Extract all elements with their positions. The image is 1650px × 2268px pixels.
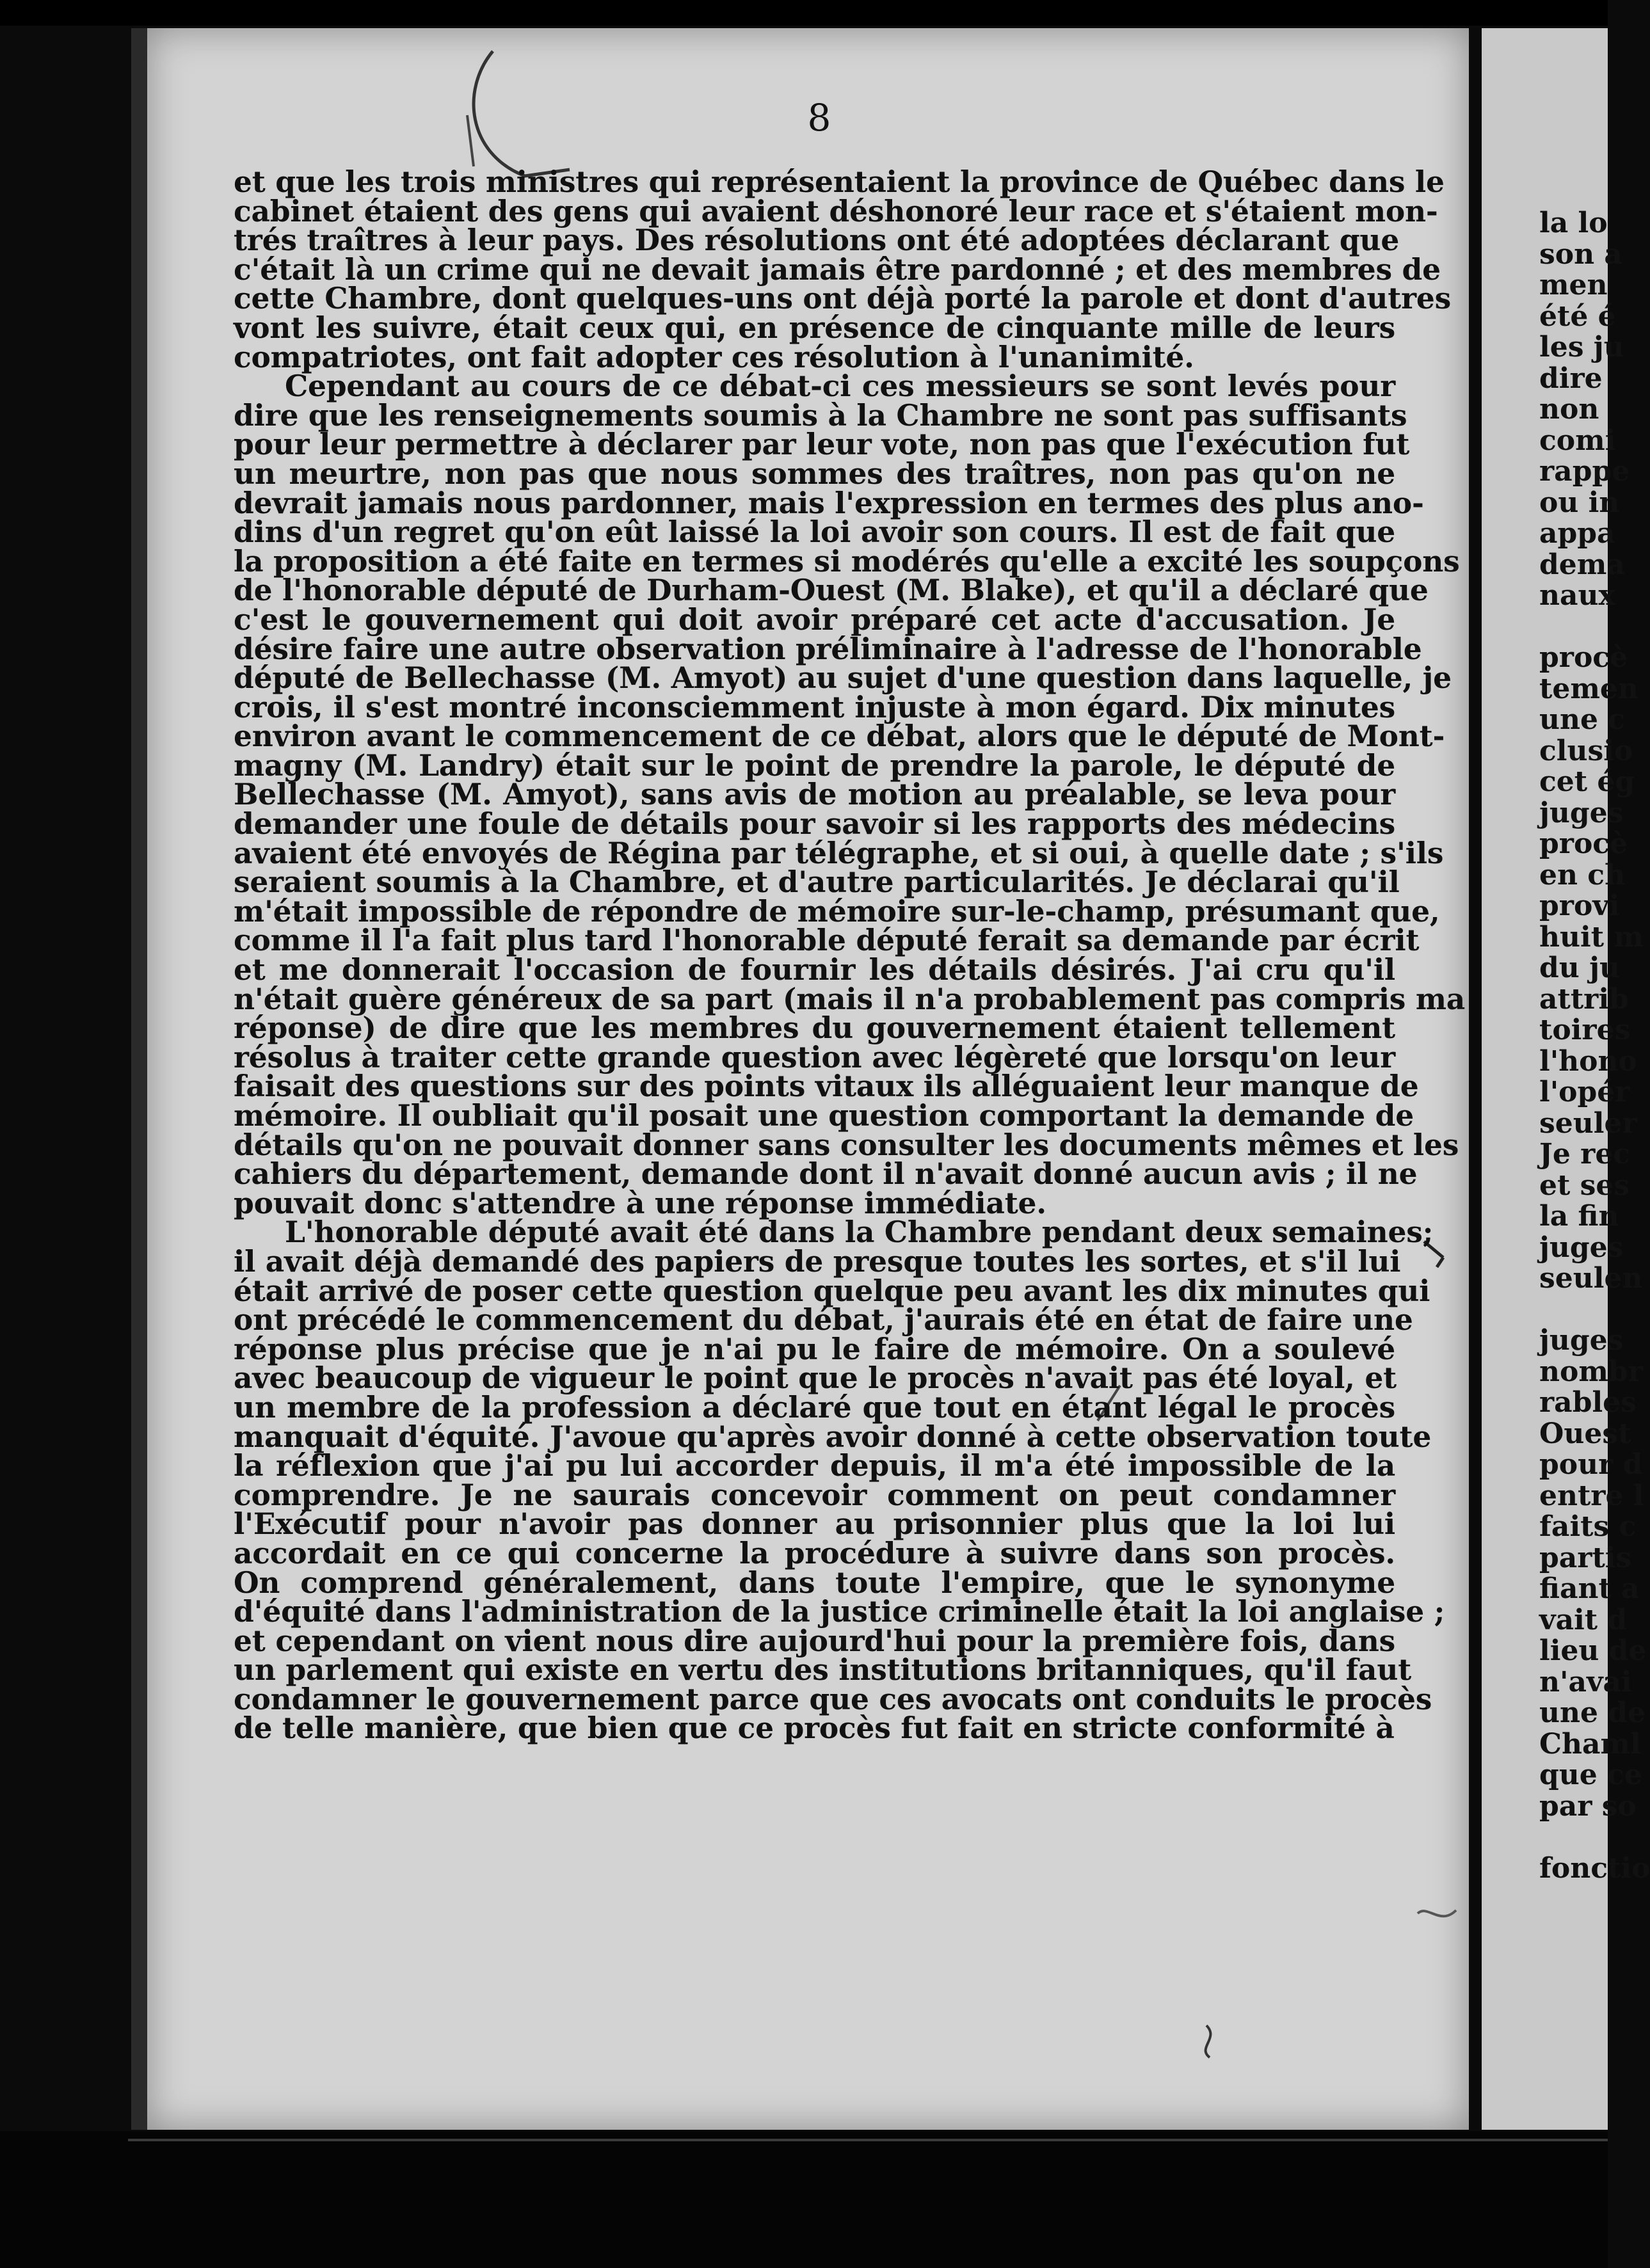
facing-text-fragment: la lo [1539,207,1608,239]
facing-page-text [1539,207,1650,1885]
text-line: Bellechasse (M. Amyot), sans avis de motion au préalable, se leva pour [234,777,1395,812]
facing-text-fragment: Je rec [1539,1138,1631,1170]
text-line: il avait déjà demandé des papiers de presque toutes les sortes, et s'il lui [234,1243,1401,1279]
facing-text-fragment: n'avai [1539,1665,1632,1698]
facing-text-fragment: que ce [1539,1759,1642,1791]
text-line: compatriotes, ont fait adopter ces résolution à l'unanimité. [234,339,1194,374]
facing-text-fragment: seuler [1539,1106,1637,1140]
text-line: d'équité dans l'administration de la justice criminelle était la loi anglaise ; [234,1594,1445,1629]
text-line: de telle manière, que bien que ce procès fut fait en stricte conformité à [234,1711,1395,1746]
facing-text-fragment: été é [1539,299,1616,333]
text-line: ont précédé le commencement du débat, j'aurais été en état de faire une [234,1302,1413,1338]
facing-text-fragment: attrib [1539,982,1629,1016]
page-number: 8 [807,96,831,140]
facing-text-fragment: procè [1539,827,1628,860]
facing-text-fragment: partis [1539,1541,1632,1574]
facing-text-fragment: temen [1539,672,1638,705]
text-line: On comprend généralement, dans toute l'empire, que le synonyme [234,1565,1395,1600]
facing-text-fragment: juges [1539,1324,1624,1357]
text-line: la proposition a été faite en termes si modérés qu'elle a excité les soupçons [234,543,1460,579]
text-line: mémoire. Il oubliait qu'il posait une question comportant la demande de [234,1098,1414,1133]
facing-text-fragment: l'opér [1539,1076,1630,1108]
facing-text-fragment: en ch [1539,858,1626,891]
scan-bottom-rule [128,2139,1608,2141]
text-line: Cependant au cours de ce débat-ci ces messieurs se sont levés pour [285,369,1395,404]
text-line: pouvait donc s'attendre à une réponse immédiate. [234,1185,1046,1220]
text-line: c'est le gouvernement qui doit avoir préparé cet acte d'accusation. Je [234,602,1395,637]
text-line: pour leur permettre à déclarer par leur vote, non pas que l'exécution fut [234,427,1410,462]
text-line: avaient été envoyés de Régina par télégraphe, et si oui, à quelle date ; s'ils [234,835,1444,870]
text-line: cahiers du département, demande dont il n'avait donné aucun avis ; il ne [234,1156,1418,1192]
binding-gutter [1469,28,1482,2130]
text-line: député de Bellechasse (M. Amyot) au sujet d'une question dans laquelle, je [234,660,1452,696]
text-line: L'honorable député avait été dans la Chambre pendant deux semaines; [285,1215,1434,1250]
text-line: avec beaucoup de vigueur le point que le procès n'avait pas été loyal, et [234,1361,1397,1396]
text-line: l'Exécutif pour n'avoir pas donner au prisonnier plus que la loi lui [234,1506,1395,1542]
facing-text-fragment: la fin [1539,1200,1619,1233]
facing-text-fragment: procè [1539,641,1628,674]
text-line: et me donnerait l'occasion de fournir les détails désirés. J'ai cru qu'il [234,952,1395,987]
facing-text-fragment: naux [1539,579,1615,612]
facing-text-fragment [1539,1822,1622,1853]
text-line: trés traîtres à leur pays. Des résolutions ont été adoptées déclarant que [234,223,1400,258]
facing-text-fragment: une de [1539,1697,1646,1729]
text-line: cabinet étaient des gens qui avaient déshonoré leur race et s'étaient mon- [234,193,1438,228]
text-line: dins d'un regret qu'on eût laissé la loi avoir son cours. Il est de fait que [234,515,1395,550]
pencil-margin-check-icon [1414,1901,1459,1933]
text-line: réponse plus précise que je n'ai pu le faire de mémoire. On a soulevé [234,1331,1395,1366]
text-line: faisait des questions sur des points vitaux ils alléguaient leur manque de [234,1069,1419,1104]
text-line: seraient soumis à la Chambre, et d'autre particularités. Je déclarai qu'il [234,865,1400,900]
text-line: manquait d'équité. J'avoue qu'après avoir donné à cette observation toute [234,1419,1432,1454]
facing-text-fragment: non [1539,393,1599,426]
facing-text-fragment: pour d [1539,1448,1643,1481]
facing-text-fragment: fonctio [1539,1851,1650,1885]
facing-text-fragment: les ju [1539,331,1624,363]
facing-text-fragment [1539,612,1622,643]
facing-text-fragment: dema [1539,548,1625,581]
facing-text-fragment [1539,1295,1622,1326]
scan-frame-bottom [0,2131,1608,2268]
text-line: magny (M. Landry) était sur le point de prendre la parole, le député de [234,747,1395,783]
facing-text-fragment: son a [1539,237,1622,271]
text-line: environ avant le commencement de ce débat, alors que le député de Mont- [234,719,1445,754]
scan-frame-top [0,0,1608,26]
facing-text-fragment: et ses [1539,1169,1630,1202]
facing-text-fragment: cet ég [1539,765,1635,798]
facing-text-fragment: Ouest [1539,1417,1631,1450]
facing-text-fragment: une c [1539,703,1626,736]
text-line: un parlement qui existe en vertu des institutions britanniques, qu'il faut [234,1652,1412,1688]
facing-text-fragment: fiant a [1539,1572,1640,1605]
pencil-bottom-mark-icon [1190,2022,1222,2061]
facing-text-fragment: dire [1539,362,1603,395]
text-line: comprendre. Je ne saurais concevoir comment on peut condamner [234,1477,1395,1512]
facing-text-fragment: Chaml [1539,1727,1641,1761]
text-line: vont les suivre, était ceux qui, en présence de cinquante mille de leurs [234,310,1395,345]
facing-text-fragment: huit m [1539,920,1644,954]
facing-text-fragment: toires [1539,1014,1631,1046]
facing-text-fragment: faits c [1539,1510,1637,1543]
text-line: un membre de la profession a déclaré que tout en étant légal le procès [234,1389,1395,1425]
text-line: condamner le gouvernement parce que ces avocats ont conduits le procès [234,1681,1432,1716]
text-line: la réflexion que j'ai pu lui accorder depuis, il m'a été impossible de la [234,1448,1395,1483]
facing-text-fragment: du ju [1539,952,1620,984]
text-line: désire faire une autre observation préliminaire à l'adresse de l'honorable [234,631,1422,666]
text-line: et cependant on vient nous dire aujourd'hui pour la première fois, dans [234,1623,1395,1658]
text-line: c'était là un crime qui ne devait jamais être pardonné ; et des membres de [234,252,1441,287]
text-line: crois, il s'est montré inconsciemment injuste à mon égard. Dix minutes [234,689,1395,724]
text-line: de l'honorable député de Durham-Ouest (M. Blake), et qu'il a déclaré que [234,573,1429,608]
text-line: dire que les renseignements soumis à la Chambre ne sont pas suffisants [234,397,1407,433]
facing-text-fragment: ou in [1539,486,1620,519]
facing-text-fragment: comi [1539,424,1616,457]
facing-text-fragment: juges [1539,1231,1624,1264]
facing-text-fragment: lieu de [1539,1634,1647,1667]
text-line: m'était impossible de répondre de mémoire sur-le-champ, présumant que, [234,893,1440,929]
facing-text-fragment: seulen [1539,1262,1643,1295]
scan-left-edge [131,28,147,2130]
text-line: résolus à traiter cette grande question avec légèreté que lorsqu'on leur [234,1039,1395,1074]
facing-text-fragment: par so [1539,1789,1637,1823]
facing-text-fragment: appa [1539,517,1615,550]
text-line: accordait en ce qui concerne la procédure à suivre dans son procès. [234,1535,1395,1570]
text-line: et que les trois ministres qui représentaient la province de Québec dans le [234,164,1445,199]
text-line: réponse) de dire que les membres du gouvernement étaient tellement [234,1010,1395,1046]
facing-text-fragment: provi [1539,890,1620,922]
facing-text-fragment: nombr [1539,1355,1643,1388]
facing-text-fragment: l'hono [1539,1044,1637,1078]
text-line: était arrivé de poser cette question quelque peu avant les dix minutes qui [234,1273,1430,1308]
text-line: cette Chambre, dont quelques-uns ont déjà porté la parole et dont d'autres [234,281,1452,316]
facing-text-fragment: rables [1539,1386,1637,1419]
text-line: un meurtre, non pas que nous sommes des traîtres, non pas qu'on ne [234,456,1395,491]
facing-text-fragment: juges [1539,796,1624,829]
text-line: n'était guère généreux de sa part (mais il n'a probablement pas compris ma [234,981,1466,1016]
facing-text-fragment: vait d [1539,1603,1628,1636]
body-text [234,164,1466,1746]
facing-text-fragment: clusio [1539,734,1633,767]
text-line: demander une foule de détails pour savoir si les rapports des médecins [234,806,1395,842]
facing-text-fragment: entre l [1539,1479,1644,1512]
facing-text-fragment: rappe [1539,455,1630,488]
text-line: détails qu'on ne pouvait donner sans consulter les documents mêmes et les [234,1127,1459,1162]
text-line: comme il l'a fait plus tard l'honorable député ferait sa demande par écrit [234,923,1420,958]
facing-text-fragment: men [1539,269,1608,301]
text-line: devrait jamais nous pardonner, mais l'expression en termes des plus ano- [234,485,1424,520]
